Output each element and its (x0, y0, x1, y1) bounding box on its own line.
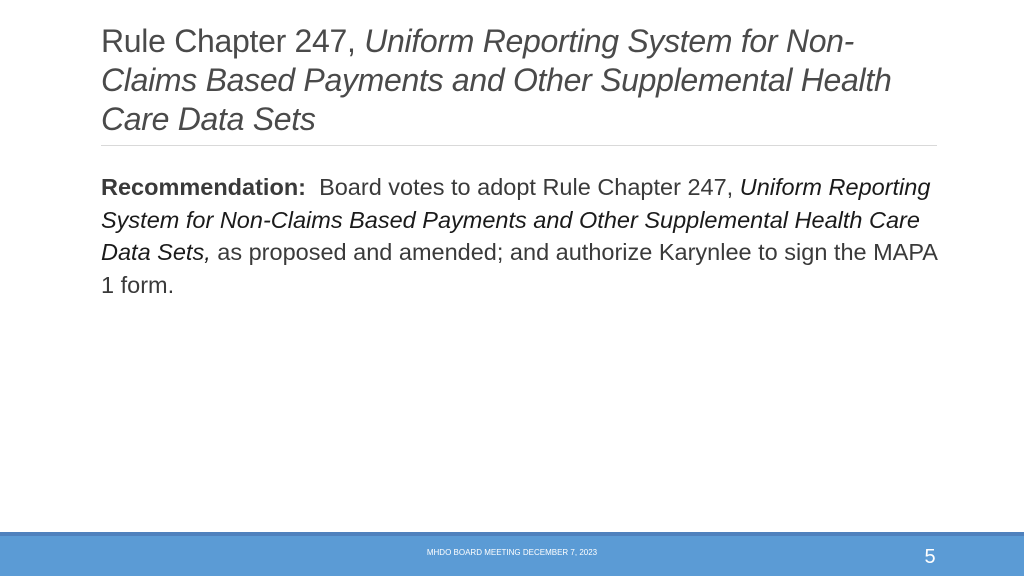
footer-meeting-text: MHDO BOARD MEETING DECEMBER 7, 2023 (426, 548, 598, 557)
recommendation-label: Recommendation: (101, 174, 306, 200)
recommendation-paragraph (101, 171, 937, 301)
recommendation-text-after: as proposed and amended; and authorize Karynlee to sign the MAPA 1 form. (101, 239, 937, 298)
recommendation-rule-title: Uniform Reporting System for Non-Claims Based Payments and Other Supplemental Health Care Data Sets, (101, 174, 931, 265)
title-italic: Uniform Reporting System for Non-Claims Based Payments and Other Supplemental Health Care Data Sets (101, 23, 892, 137)
recommendation-text-before: Board votes to adopt Rule Chapter 247, (319, 174, 734, 200)
page-number: 5 (924, 546, 936, 568)
slide-title (101, 22, 921, 139)
title-prefix: Rule Chapter 247, (101, 23, 365, 59)
title-divider (101, 145, 937, 146)
footer-bar (0, 536, 1024, 576)
